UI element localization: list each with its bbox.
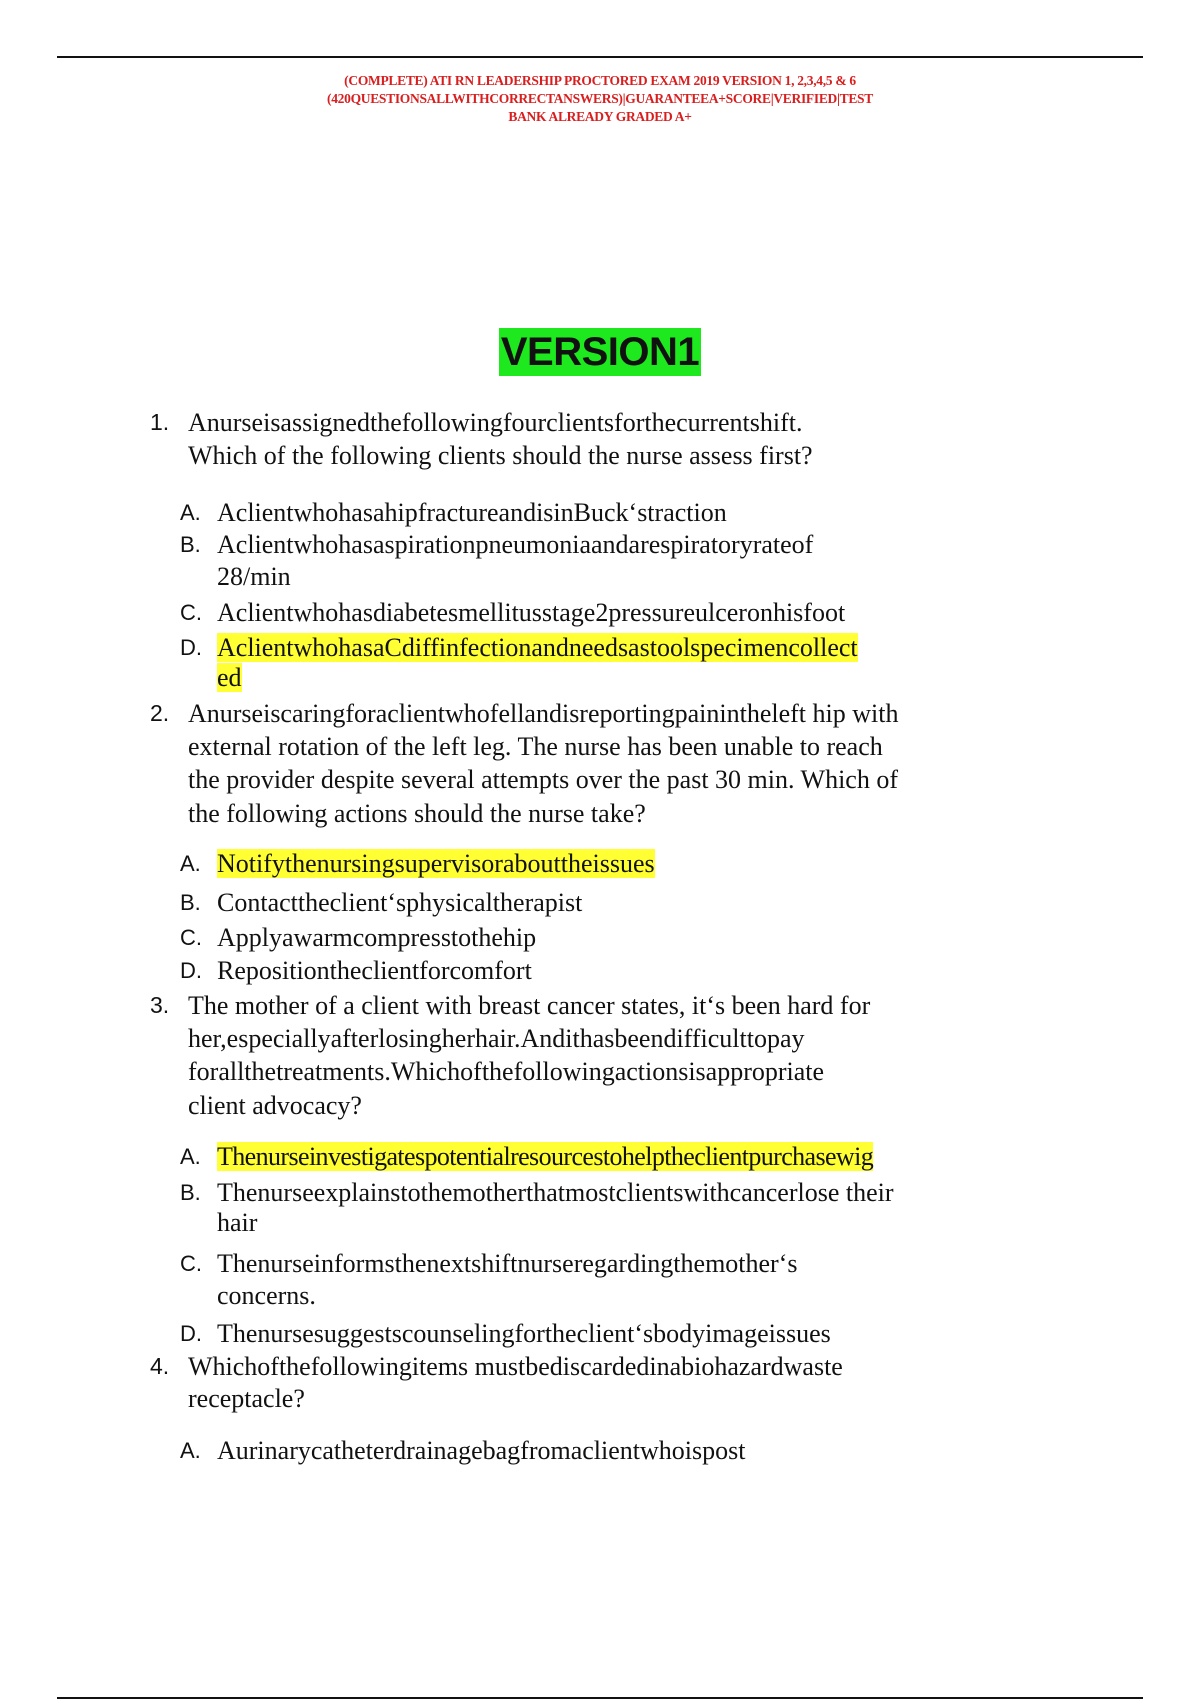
question-number: 4. bbox=[150, 1353, 170, 1379]
option-letter: A. bbox=[180, 500, 201, 525]
option-letter: C. bbox=[180, 925, 202, 950]
bottom-rule bbox=[57, 1697, 1143, 1699]
answer-highlight: ed bbox=[217, 663, 242, 692]
version-heading-wrap bbox=[0, 328, 1200, 376]
title-line-1: (COMPLETE) ATI RN LEADERSHIP PROCTORED EXAM 2019 VERSION 1, 2,3,4,5 & 6 bbox=[344, 73, 856, 88]
option-letter: A. bbox=[180, 1144, 201, 1169]
option-letter: D. bbox=[180, 635, 202, 660]
question-text-line: Whichofthefollowingitems mustbediscardedinabiohazardwaste bbox=[188, 1352, 843, 1381]
question-text-line: forallthetreatments.Whichofthefollowingactionsisappropriate bbox=[188, 1057, 825, 1086]
option-text: AclientwhohasahipfractureandisinBuck‘straction bbox=[217, 498, 727, 527]
top-rule bbox=[57, 56, 1143, 58]
option-letter: B. bbox=[180, 532, 201, 557]
answer-highlight: AclientwhohasaCdiffinfectionandneedsastoolspecimencollect bbox=[217, 633, 858, 662]
question-text-line: client advocacy? bbox=[188, 1091, 362, 1120]
version-heading: VERSION1 bbox=[500, 330, 700, 374]
option-text: Thenurseinformsthenextshiftnurseregardingthemother‘s bbox=[217, 1249, 798, 1278]
question-text-line: Which of the following clients should the nurse assess first? bbox=[188, 441, 813, 470]
question-text-line: Anurseisassignedthefollowingfourclientsforthecurrentshift. bbox=[188, 408, 803, 437]
question-text-line: The mother of a client with breast cancer states, it‘s been hard for bbox=[188, 991, 871, 1020]
option-text: Thenurseexplainstothemotherthatmostclientswithcancerlose their bbox=[217, 1178, 894, 1207]
option-letter: C. bbox=[180, 600, 202, 625]
question-number: 1. bbox=[150, 409, 170, 435]
option-text: Repositiontheclientforcomfort bbox=[217, 956, 532, 985]
correct-answer-option bbox=[217, 1141, 873, 1172]
question-text-line: receptacle? bbox=[188, 1384, 305, 1413]
answer-highlight: Thenurseinvestigatespotentialresourcestohelptheclientpurchasewig bbox=[217, 1142, 874, 1171]
title-line-3: BANK ALREADY GRADED A+ bbox=[508, 109, 692, 124]
correct-answer-option bbox=[217, 632, 858, 663]
option-letter: B. bbox=[180, 1180, 201, 1205]
question-number: 3. bbox=[150, 992, 170, 1018]
question-text-line: the provider despite several attempts over the past 30 min. Which of bbox=[188, 765, 898, 794]
answer-highlight: Notifythenursingsupervisorabouttheissues bbox=[217, 849, 655, 878]
option-text: Contacttheclient‘sphysicaltherapist bbox=[217, 888, 583, 917]
question-text-line: external rotation of the left leg. The nurse has been unable to reach bbox=[188, 732, 883, 761]
question-text-line: her,especiallyafterlosingherhair.Andithasbeendifficulttopay bbox=[188, 1024, 805, 1053]
option-text: Applyawarmcompresstothehip bbox=[217, 923, 537, 952]
question-text-line: Anurseiscaringforaclientwhofellandisreportingpainintheleft hip with bbox=[188, 699, 899, 728]
option-text-continued: hair bbox=[217, 1208, 258, 1237]
option-letter: A. bbox=[180, 1438, 201, 1463]
title-line-2: (420QUESTIONSALLWITHCORRECTANSWERS)|GUARANTEEA+SCORE|VERIFIED|TEST bbox=[327, 91, 873, 106]
correct-answer-continued bbox=[217, 662, 242, 693]
option-letter: B. bbox=[180, 890, 201, 915]
question-number: 2. bbox=[150, 700, 170, 726]
option-text: Aurinarycatheterdrainagebagfromaclientwhoispost bbox=[217, 1436, 746, 1465]
question-text-line: the following actions should the nurse take? bbox=[188, 799, 646, 828]
option-text: Thenursesuggestscounselingfortheclient‘sbodyimageissues bbox=[217, 1319, 831, 1348]
document-title bbox=[200, 72, 1000, 126]
option-text: Aclientwhohasdiabetesmellitusstage2pressureulceronhisfoot bbox=[217, 598, 846, 627]
option-text-continued: 28/min bbox=[217, 562, 291, 591]
option-text-continued: concerns. bbox=[217, 1281, 316, 1310]
option-letter: C. bbox=[180, 1251, 202, 1276]
option-letter: A. bbox=[180, 851, 201, 876]
option-text: Aclientwhohasaspirationpneumoniaandarespiratoryrateof bbox=[217, 530, 814, 559]
option-letter: D. bbox=[180, 1321, 202, 1346]
correct-answer-option bbox=[217, 848, 655, 879]
option-letter: D. bbox=[180, 958, 202, 983]
